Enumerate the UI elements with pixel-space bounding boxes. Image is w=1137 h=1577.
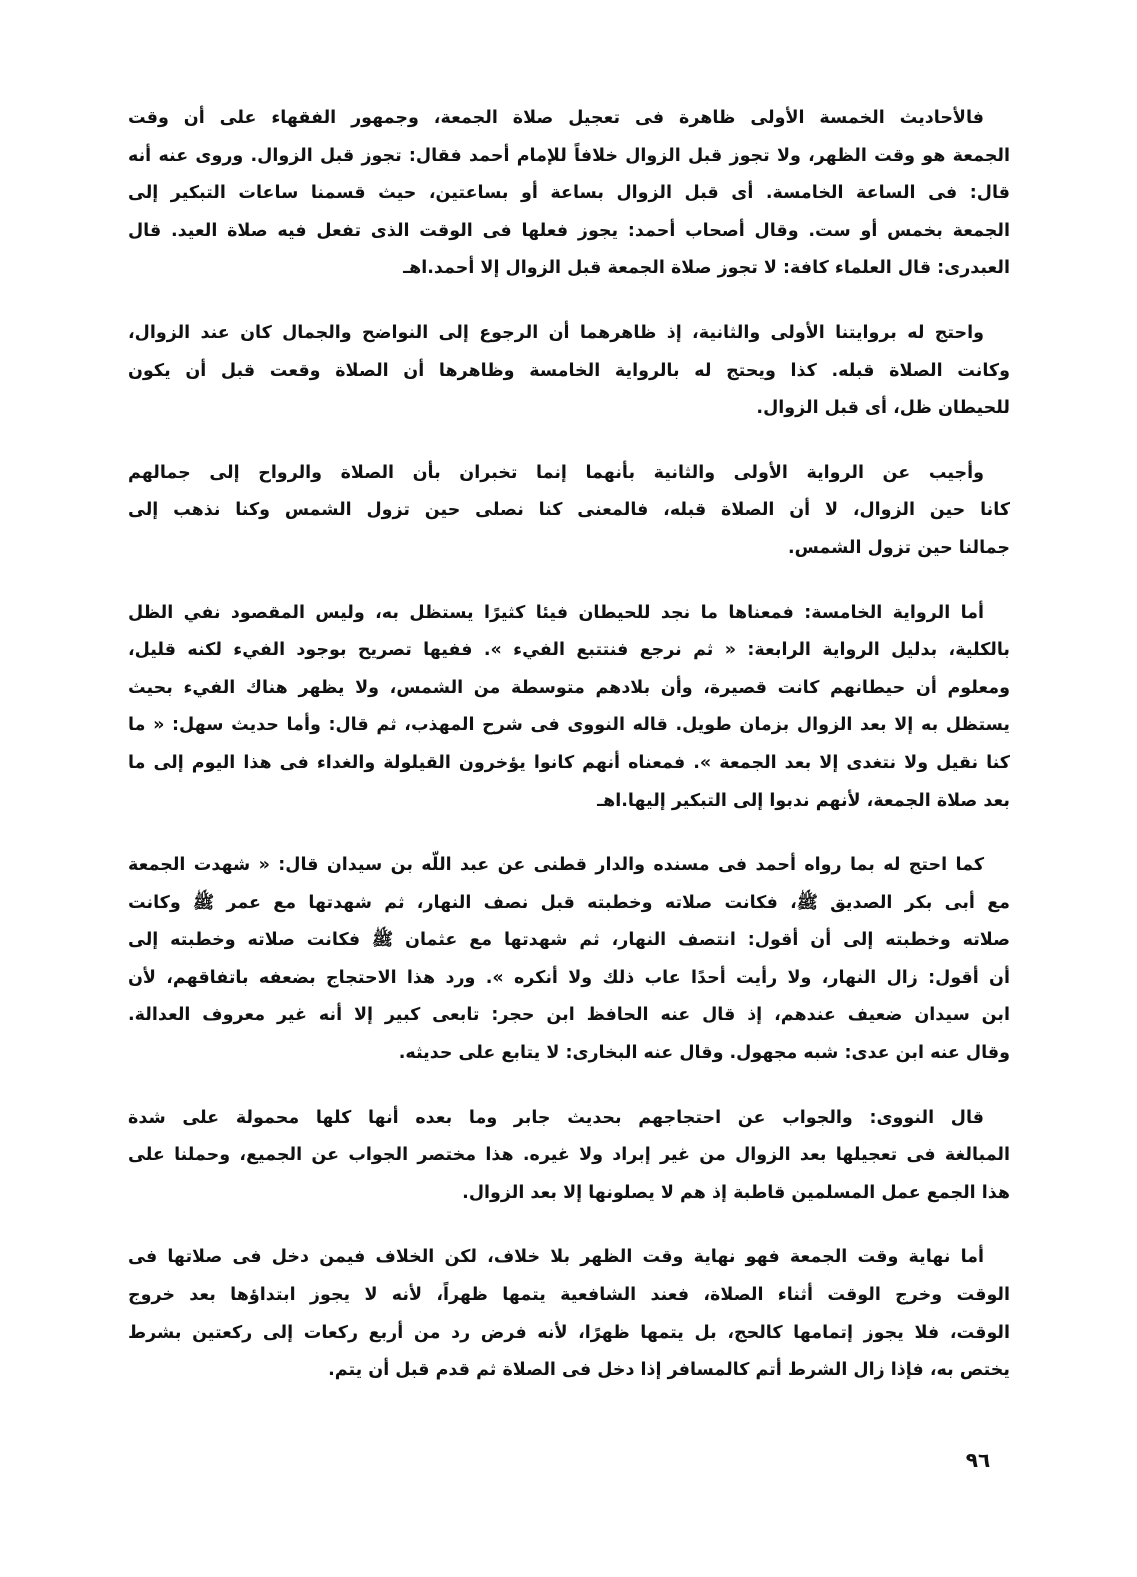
text-line: بعد صلاة الجمعة، لأنهم ندبوا إلى التبكير إليها.اهـ bbox=[597, 790, 1010, 811]
page-number: ٩٦ bbox=[965, 1448, 991, 1472]
text-line: ومعلوم أن حيطانهم كانت قصيرة، وأن بلادهم متوسطة من الشمس، ولا يظهر هناك الفيء بحيث bbox=[128, 677, 1010, 698]
text-line: كما احتج له بما رواه أحمد فى مسنده والدار قطنى عن عبد اللّه بن سيدان قال: « شهدت الجمعة bbox=[128, 855, 984, 876]
text-line: الوقت، فلا يجوز إتمامها كالحج، بل يتمها ظهرًا، لأنه فرض رد من أربع ركعات إلى ركعتين بشرط bbox=[128, 1322, 1010, 1343]
paragraph bbox=[128, 847, 1010, 1073]
text-line: الجمعة هو وقت الظهر، ولا تجوز قبل الزوال خلافاً للإمام أحمد فقال: تجوز قبل الزوال. وروى عنه أنه bbox=[128, 145, 1010, 166]
text-line: قال النووى: والجواب عن احتجاجهم بحديث جابر وما بعده أنها كلها محمولة على شدة bbox=[128, 1107, 984, 1128]
text-line: أما الرواية الخامسة: فمعناها ما نجد للحيطان فيئا كثيرًا يستظل به، وليس المقصود نفي الظل bbox=[128, 602, 984, 623]
text-line: وكانت الصلاة قبله. كذا ويحتج له بالرواية الخامسة وظاهرها أن الصلاة وقعت قبل أن يكون bbox=[128, 360, 1010, 381]
text-line: بالكلية، بدليل الرواية الرابعة: « ثم نرجع فنتتبع الفيء ». ففيها تصريح بوجود الفيء لكنه قليل، bbox=[128, 640, 1010, 661]
text-line: كنا نقيل ولا نتغدى إلا بعد الجمعة ». فمعناه أنهم كانوا يؤخرون القيلولة والغداء فى هذا اليوم إلى ما bbox=[128, 752, 1010, 773]
text-line: للحيطان ظل، أى قبل الزوال. bbox=[756, 398, 1010, 419]
text-line: يستظل به إلا بعد الزوال بزمان طويل. قاله النووى فى شرح المهذب، ثم قال: وأما حديث سهل: « ما bbox=[128, 715, 1010, 736]
text-line: صلاته وخطبته إلى أن أقول: انتصف النهار، ثم شهدتها مع عثمان ﷺ فكانت صلاته وخطبته إلى bbox=[128, 930, 1010, 951]
text-line: جمالنا حين تزول الشمس. bbox=[788, 537, 1010, 558]
text-line: الوقت وخرج الوقت أثناء الصلاة، فعند الشافعية يتمها ظهراً، لأنه لا يجوز ابتداؤها بعد خروج bbox=[128, 1285, 1010, 1306]
paragraph bbox=[128, 455, 1010, 568]
text-line: المبالغة فى تعجيلها بعد الزوال من غير إبراد ولا غيره. هذا مختصر الجواب عن الجميع، وحملنا على bbox=[128, 1145, 1010, 1166]
text-line: فالأحاديث الخمسة الأولى ظاهرة فى تعجيل صلاة الجمعة، وجمهور الفقهاء على أن وقت bbox=[128, 108, 984, 128]
page-body bbox=[128, 100, 1010, 1417]
paragraph bbox=[128, 315, 1010, 428]
paragraph bbox=[128, 1100, 1010, 1213]
paragraph bbox=[128, 595, 1010, 821]
text-line: واحتج له بروايتنا الأولى والثانية، إذ ظاهرهما أن الرجوع إلى النواضح والجمال كان عند الزوال، bbox=[128, 322, 984, 343]
text-line: الجمعة بخمس أو ست. وقال أصحاب أحمد: يجوز فعلها فى الوقت الذى تفعل فيه صلاة العيد. قال bbox=[128, 220, 1010, 241]
text-line: وقال عنه ابن عدى: شبه مجهول. وقال عنه البخارى: لا يتابع على حديثه. bbox=[398, 1043, 1010, 1064]
text-line: أما نهاية وقت الجمعة فهو نهاية وقت الظهر بلا خلاف، لكن الخلاف فيمن دخل فى صلاتها فى bbox=[128, 1247, 984, 1268]
paragraph bbox=[128, 1239, 1010, 1389]
text-line: يختص به، فإذا زال الشرط أتم كالمسافر إذا دخل فى الصلاة ثم قدم قبل أن يتم. bbox=[328, 1360, 1010, 1381]
text-line: هذا الجمع عمل المسلمين قاطبة إذ هم لا يصلونها إلا بعد الزوال. bbox=[462, 1182, 1010, 1203]
text-line: قال: فى الساعة الخامسة. أى قبل الزوال بساعة أو بساعتين، حيث قسمنا ساعات التبكير إلى bbox=[128, 183, 1010, 204]
text-line: كانا حين الزوال، لا أن الصلاة قبله، فالمعنى كنا نصلى حين تزول الشمس وكنا نذهب إلى bbox=[128, 500, 1010, 521]
text-line: وأجيب عن الرواية الأولى والثانية بأنهما إنما تخبران بأن الصلاة والرواح إلى جمالهم bbox=[128, 462, 984, 483]
text-line: ابن سيدان ضعيف عندهم، إذ قال عنه الحافظ ابن حجر: تابعى كبير إلا أنه غير معروف العدالة. bbox=[128, 1005, 1010, 1026]
paragraph bbox=[128, 100, 1010, 288]
text-line: مع أبى بكر الصديق ﷺ، فكانت صلاته وخطبته قبل نصف النهار، ثم شهدتها مع عمر ﷺ وكانت bbox=[128, 892, 1010, 913]
text-line: أن أقول: زال النهار، ولا رأيت أحدًا عاب ذلك ولا أنكره ». ورد هذا الاحتجاج بضعفه باتفاقهم، لأن bbox=[128, 967, 1010, 988]
text-line: العبدرى: قال العلماء كافة: لا تجوز صلاة الجمعة قبل الزوال إلا أحمد.اهـ bbox=[403, 258, 1010, 279]
